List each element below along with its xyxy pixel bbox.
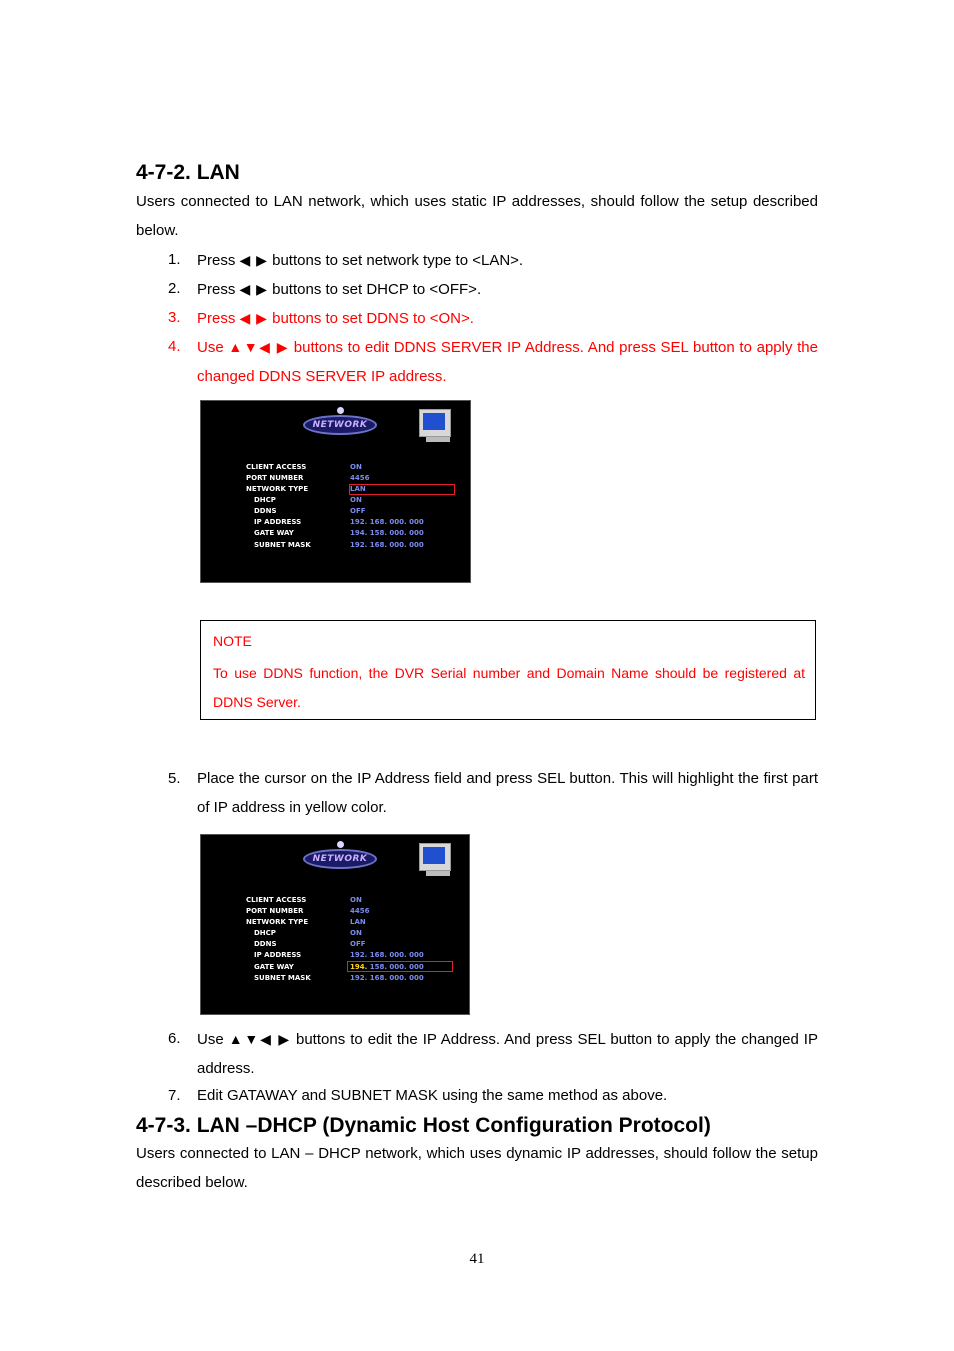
direction-arrows-icon: ▲▼◀ ▶ [228,339,290,355]
monitor-icon [419,409,451,437]
direction-arrows-icon: ▲▼◀ ▶ [228,1031,291,1047]
note-box [200,620,816,720]
section-intro: Users connected to LAN – DHCP network, which uses dynamic IP addresses, should follow the setup described below. [136,1145,818,1191]
left-right-arrows-icon: ◀ ▶ [239,281,268,297]
network-menu-screenshot-highlighted: NETWORK CLIENT ACCESS ON PORT NUMBER 4456 NETWORK TYPE LAN DHCP ON DDNS OFF IP ADDRESS 192. 168. 000. 000 GATE WAY 194. 158. 000. 000 SUBNET MASK 192. 168. 000. 000 [200,834,470,1015]
monitor-icon [419,843,451,871]
section-intro: Users connected to LAN network, which uses static IP addresses, should follow the setup described below. [136,193,818,239]
list-item: 6. Use ▲▼◀ ▶ buttons to edit the IP Address. And press SEL button to apply the changed IP address. [168,1030,818,1077]
list-item: 4. Use ▲▼◀ ▶ buttons to edit DDNS SERVER IP Address. And press SEL button to apply the changed DDNS SERVER IP address. [168,338,818,385]
list-item: 3. Press ◀ ▶ buttons to set DDNS to <ON>. [168,309,474,327]
list-item: 1. Press ◀ ▶ buttons to set network type to <LAN>. [168,251,524,269]
network-menu-screenshot: NETWORK CLIENT ACCESS ON PORT NUMBER 4456 NETWORK TYPE LAN DHCP ON DDNS OFF IP ADDRESS 192. 168. 000. 000 GATE WAY 194. 158. 000. 000 SUBNET MASK 192. 168. 000. 000 [200,400,471,583]
left-right-arrows-icon: ◀ ▶ [239,252,268,268]
list-item: 7. Edit GATAWAY and SUBNET MASK using the same method as above. [168,1087,668,1104]
logo-orb-icon [337,407,344,414]
network-logo: NETWORK [303,415,377,435]
section-heading-dhcp: 4-7-3. LAN –DHCP (Dynamic Host Configuration Protocol) [136,1114,711,1137]
note-body: To use DDNS function, the DVR Serial number and Domain Name should be registered at DDNS Server. [213,665,805,710]
left-right-arrows-icon: ◀ ▶ [239,310,268,326]
list-item: 2. Press ◀ ▶ buttons to set DHCP to <OFF>. [168,280,482,298]
list-item: 5. Place the cursor on the IP Address field and press SEL button. This will highlight the first part of IP address in yellow color. [168,770,818,816]
page-number: 41 [469,1251,485,1267]
cursor-highlight-box [349,484,455,495]
note-title: NOTE [213,633,252,649]
section-heading-lan: 4-7-2. LAN [136,161,240,184]
network-logo: NETWORK [303,849,377,869]
logo-orb-icon [337,841,344,848]
